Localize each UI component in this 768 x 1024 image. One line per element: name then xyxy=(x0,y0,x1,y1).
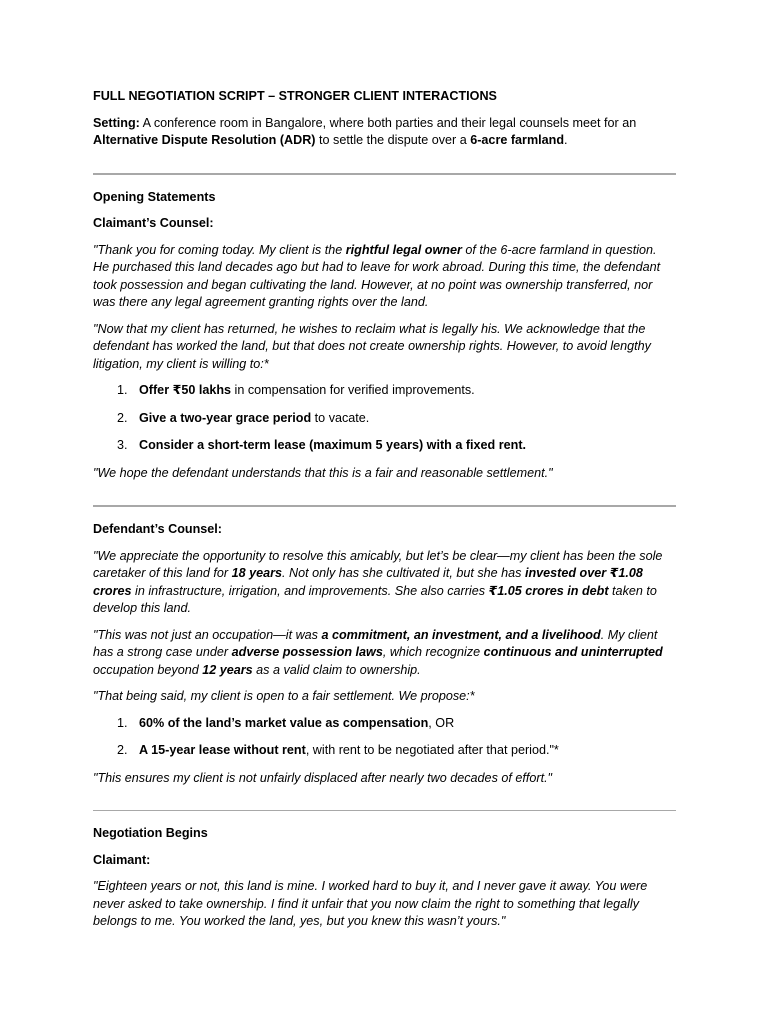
list-item: 2. A 15-year lease without rent, with rent to be negotiated after that period."* xyxy=(117,743,559,757)
list-item: 3. Consider a short-term lease (maximum 5 years) with a fixed rent. xyxy=(117,438,527,452)
list-item: 2. Give a two-year grace period to vacate. xyxy=(117,410,370,425)
defendant-counsel-closing: "This ensures my client is not unfairly displaced after nearly two decades of effort." xyxy=(93,770,553,785)
negotiation-heading: Negotiation Begins xyxy=(93,826,208,840)
defendant-counsel-label: Defendant’s Counsel: xyxy=(93,522,222,536)
section-divider xyxy=(93,505,676,507)
list-item: 1. Offer ₹50 lakhs in compensation for verified improvements. xyxy=(117,383,475,397)
defendant-counsel-statement-3: "That being said, my client is open to a fair settlement. We propose:* xyxy=(93,689,475,703)
claimant-counsel-label: Claimant’s Counsel: xyxy=(93,216,214,230)
document-title: FULL NEGOTIATION SCRIPT – STRONGER CLIENT INTERACTIONS xyxy=(93,89,497,103)
setting-paragraph: Setting: A conference room in Bangalore, where both parties and their legal counsels meet for an Alternative Dispute Resolution (ADR) to settle the dispute over a 6-acre farmland. xyxy=(93,115,637,147)
defendant-counsel-statement-2: "This was not just an occupation—it was a commitment, an investment, and a livelihood. My client has a strong case under adverse possession laws, which recognize continuous and uninterrupted occupation beyond 12 years as a valid claim to ownership. xyxy=(93,627,663,677)
claimant-counsel-statement-1: "Thank you for coming today. My client is the rightful legal owner of the 6-acre farmland in question. He purchased this land decades ago but had to leave for work abroad. During this time, the defendant took possession and began cultivating the land. However, at no point was ownership transferred, nor was there any legal agreement granting rights over the land. xyxy=(93,242,661,309)
claimant-counsel-closing: "We hope the defendant understands that this is a fair and reasonable settlement." xyxy=(93,465,553,480)
claimant-label: Claimant: xyxy=(93,852,151,867)
claimant-offer-list xyxy=(93,382,676,455)
section-divider xyxy=(93,173,676,175)
defendant-proposal-list xyxy=(93,715,676,760)
opening-heading: Opening Statements xyxy=(93,189,216,204)
defendant-counsel-statement-1: "We appreciate the opportunity to resolve this amicably, but let’s be clear—my client has been the sole caretaker of this land for 18 years. Not only has she cultivated it, but she has invested over ₹1.08 crores in infrastructure, irrigation, and improvements. She also carries ₹1.05 crores in debt taken to develop this land. xyxy=(93,548,663,615)
list-item: 1. 60% of the land’s market value as compensation, OR xyxy=(117,715,455,730)
setting-label: Setting: xyxy=(93,115,140,130)
claimant-counsel-statement-2: "Now that my client has returned, he wishes to reclaim what is legally his. We acknowledge that the defendant has worked the land, but that does not create ownership rights. However, to avoid lengthy litigation, my client is willing to:* xyxy=(93,321,651,371)
section-divider xyxy=(93,810,676,811)
claimant-statement-1: "Eighteen years or not, this land is mine. I worked hard to buy it, and I never gave it away. You were never asked to take ownership. I find it unfair that you now claim the right to something that legally belongs to me. You worked the land, yes, but you knew this wasn’t yours." xyxy=(93,879,648,928)
